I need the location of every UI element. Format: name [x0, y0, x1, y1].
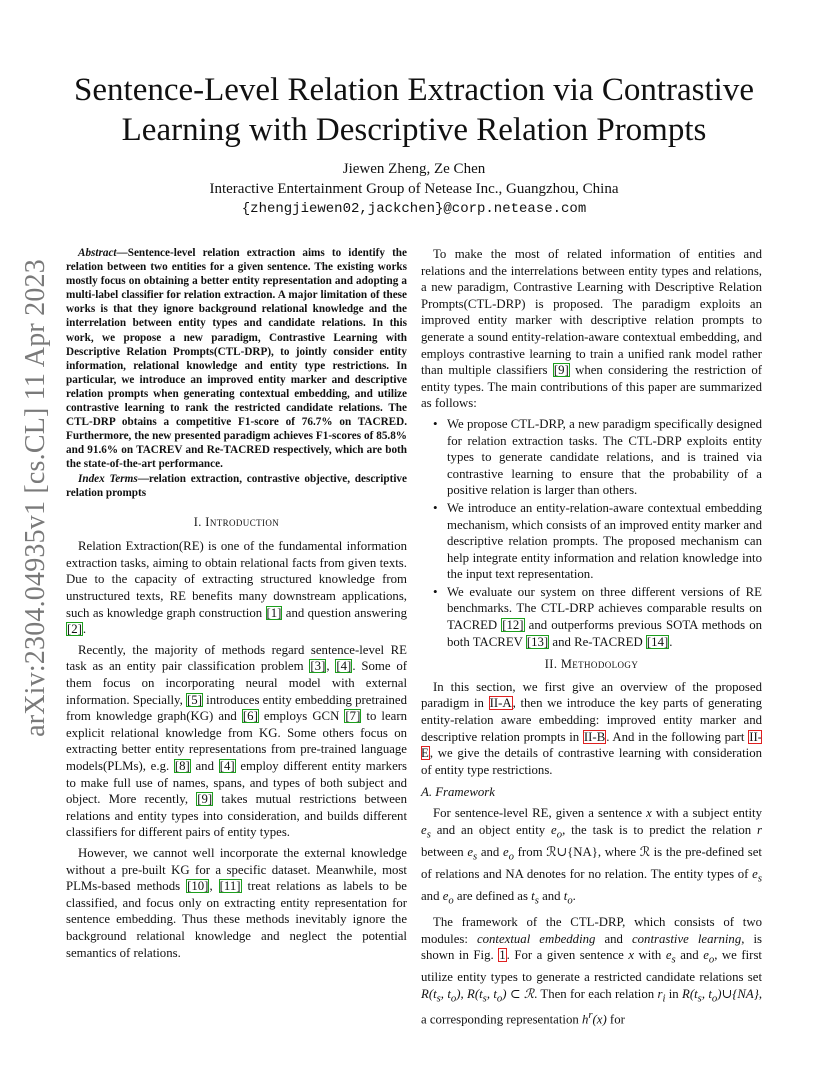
- authors: Jiewen Zheng, Ze Chen: [342, 161, 486, 177]
- section-ref-link[interactable]: II-B: [583, 729, 606, 744]
- left-column: [66, 246, 407, 965]
- section-heading-methodology: II. Methodology: [544, 657, 639, 672]
- affiliation: Interactive Entertainment Group of Netease Inc., Guangzhou, China: [209, 181, 619, 197]
- citation-link[interactable]: [6]: [242, 709, 258, 724]
- abstract: [66, 246, 407, 472]
- contribution-item: • We propose CTL-DRP, a new paradigm specifically designed for relation extraction tasks. The CTL-DRP exploits entity types to generate candidate relations, and is trained via contrastive learning to ensure that the probability of a positive relation is larger than others.: [421, 416, 762, 499]
- citation-link[interactable]: [4]: [219, 759, 235, 773]
- contribution-item: • We evaluate our system on three different versions of RE benchmarks. The CTL-DRP achieves comparable results on TACRED [12] and outperforms previous SOTA methods on both TACREV [13] and Re-TACRED [14].: [421, 584, 762, 650]
- arxiv-identifier-stamp: [14, 259, 58, 737]
- methodology-overview-paragraph: In this section, we first give an overview of the proposed paradigm in II-A, then we introduce the key parts of generating entity-relation aware embedding: improved entity marker and descriptive relation prompts in II-B. And in the following part II-E, we give the details of contrastive learning with consideration of entity type restrictions.: [421, 679, 762, 777]
- intro-paragraph-1: Relation Extraction(RE) is one of the fundamental information extraction tasks, aiming to obtain relational facts from given texts. Due to the capacity of extracting structured knowledge from unstructured texts, RE benefits many downstream applications, such as knowledge graph construction [1] and question answering [2].: [66, 539, 407, 637]
- index-terms-lead: Index Terms: [78, 472, 138, 485]
- index-terms: [66, 472, 407, 500]
- citation-link[interactable]: [9]: [197, 792, 213, 807]
- arxiv-identifier-text: arXiv:2304.04935v1 [cs.CL] 11 Apr 2023: [20, 259, 52, 737]
- section-ref-link[interactable]: II-A: [489, 696, 512, 711]
- citation-link[interactable]: [10]: [187, 879, 209, 894]
- right-column: [421, 246, 762, 1032]
- citation-link[interactable]: [8]: [174, 759, 190, 773]
- index-terms-text: —relation extraction, contrastive objective, descriptive relation prompts: [66, 472, 407, 499]
- citation-link[interactable]: [11]: [219, 879, 241, 894]
- abstract-text: —Sentence-level relation extraction aims to identify the relation between two entities for a given sentence. The existing works mostly focus on obtaining a better entity representation and adopting a multi-label classifier for relation extraction. A major limitation of these works is that they ignore background relational knowledge and the interrelation between entity types and candidate relations. In this work, we propose a new paradigm, Contrastive Learning with Descriptive Relation Prompts(CTL-DRP), to jointly consider entity information, relational knowledge and entity type restrictions. In particular, we introduce an improved entity marker and descriptive relation prompts when generating contextual embedding, and utilize contrastive learning to rank the restricted candidate relations. The CTL-DRP obtains a competitive F1-score of 76.7% on TACRED. Furthermore, the new presented paradigm achieves F1-scores of 85.8% and 91.6% on TACREV and Re-TACRED respectively, which are both the state-of-the-art performance.: [66, 247, 407, 471]
- citation-link[interactable]: [14]: [646, 634, 669, 649]
- citation-link[interactable]: [13]: [526, 634, 549, 649]
- title-line-2: Learning with Descriptive Relation Prompts: [121, 112, 707, 148]
- citation-link[interactable]: [5]: [187, 692, 202, 707]
- figure-ref-link[interactable]: 1: [499, 948, 506, 963]
- author-email: {zhengjiewen02,jackchen}@corp.netease.com: [241, 201, 587, 217]
- citation-link[interactable]: [3]: [310, 659, 326, 674]
- intro-paragraph-2: Recently, the majority of methods regard sentence-level RE task as an entity pair classification problem [3], [4]. Some of them focus on incorporating neural model with external information. Specially, [5] introduces entity embedding pretrained from knowledge graph(KG) and [6] employs GCN [7] to learn explicit relational knowledge from KG. Some others focus on extracting better entity representations from pre-trained language models(PLMs), e.g. [8] and [4] employ different entity markers to make full use of names, spans, and types of both subject and object. More recently, [9] takes mutual restrictions between relations and entity types into consideration, and builds different classifiers for different pairs of entity types.: [66, 642, 407, 840]
- citation-link[interactable]: [12]: [502, 618, 524, 633]
- section-ref-link[interactable]: II-E: [421, 729, 762, 761]
- contribution-item: • We introduce an entity-relation-aware contextual embedding mechanism, which consists of an improved entity marker and descriptive relation prompts. The proposed mechanism can help integrate entity information and relation knowledge into the input text representation.: [421, 500, 762, 583]
- section-heading-introduction: I. Introduction: [193, 514, 280, 529]
- paper-title: [60, 70, 768, 150]
- intro-paragraph-3: However, we cannot well incorporate the external knowledge without a pre-built KG for a specific dataset. Meanwhile, most PLMs-based methods [10], [11] treat relations as labels to be classified, and focus only on extracting entity representation for sentence embedding. Thus these methods inevitably ignore the background relational knowledge and neglect the potential semantics of relations.: [66, 845, 407, 960]
- citation-link[interactable]: [1]: [266, 605, 282, 620]
- contributions-list: [421, 416, 762, 650]
- title-line-1: Sentence-Level Relation Extraction via Contrastive: [74, 72, 754, 108]
- citation-link[interactable]: [2]: [67, 622, 82, 637]
- contributions-intro-paragraph: To make the most of related information of entities and relations and the interrelations between entity types and relations, a new paradigm, Contrastive Learning with Descriptive Relation Prompts(CTL-DRP) is proposed. The paradigm exploits an improved entity marker with descriptive relation prompts to generate a sound entity-relation-aware contextual embedding, and employs contrastive learning to train a unified rank model rather than multiple classifiers [9] when considering the restriction of entity types. The main contributions of this paper are summarized as follows:: [421, 247, 763, 411]
- citation-link[interactable]: [9]: [553, 363, 569, 378]
- abstract-lead: Abstract: [78, 247, 117, 259]
- citation-link[interactable]: [4]: [336, 659, 352, 674]
- framework-paragraph-1: For sentence-level RE, given a sentence x with a subject entity $e_s$ and an object entity $e_o$, the task is to predict the relation r between $e_s$ and $e_o$ from ℛ∪{NA}, where ℛ is the pre-defined set of relations and NA denotes for no relation. The entity types of $e_s$ and $e_o$ are defined as $t_s$ and $t_o$.: [421, 806, 762, 907]
- subsection-heading-framework: A. Framework: [421, 785, 495, 800]
- citation-link[interactable]: [7]: [345, 709, 361, 724]
- framework-paragraph-2: The framework of the CTL-DRP, which consists of two modules: contextual embedding and contrastive learning, is shown in Fig. 1. For a given sentence x with $e_s$ and $e_o$, we first utilize entity types to generate a restricted candidate relations set $R(t_s$, $t_o$), $R(t_s$, $t_o$) ⊂ ℛ. Then for each relation $r_i$ in $R(t_s$, $t_o)\cup\{NA\}$, a corresponding representation $h^r(x)$ for: [421, 915, 763, 1027]
